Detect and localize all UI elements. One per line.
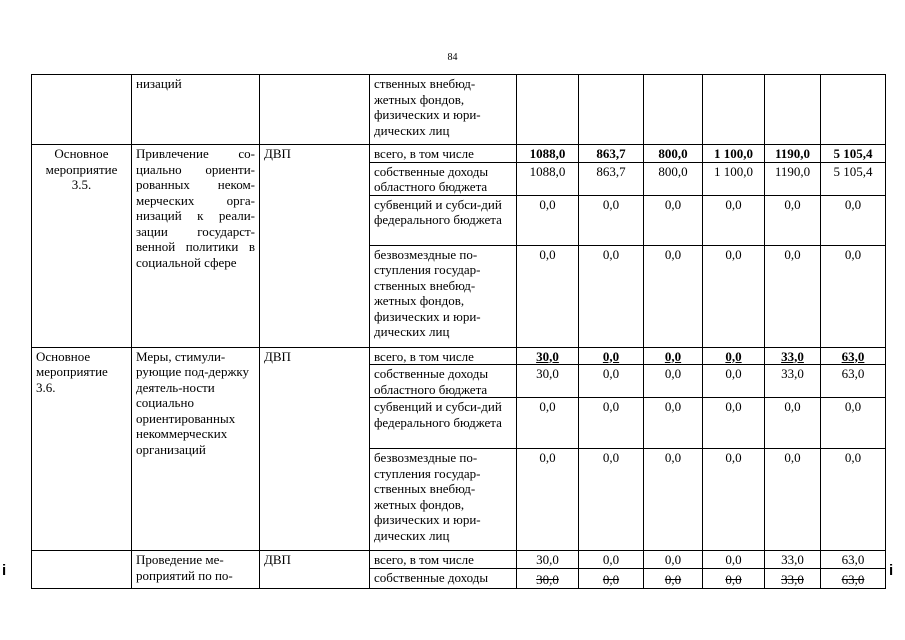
value-text: 30,0 <box>536 348 559 364</box>
value-cell: 0,0 <box>703 398 765 449</box>
event-name-cell: низаций <box>132 75 260 145</box>
value-cell: 0,0 <box>821 245 886 347</box>
value-cell <box>821 347 886 365</box>
value-cell: 0,0 <box>765 245 821 347</box>
value-cell: 0,0 <box>579 398 644 449</box>
value-cell: 0,0 <box>644 449 703 551</box>
event-name-cell: Меры, стимули-рующие под-держку деятель-ности социально ориентированных некоммерческих организаций <box>132 347 260 551</box>
value-cell <box>517 568 579 588</box>
value-cell: 0,0 <box>821 398 886 449</box>
value-text: 33,0 <box>781 348 804 364</box>
value-cell: 800,0 <box>644 145 703 163</box>
value-cell: 63,0 <box>821 365 886 398</box>
value-text: 0,0 <box>602 348 620 364</box>
value-cell: 30,0 <box>517 365 579 398</box>
value-cell: 1190,0 <box>765 162 821 195</box>
value-cell: 0,0 <box>517 245 579 347</box>
value-cell: 5 105,4 <box>821 162 886 195</box>
value-cell: 1 100,0 <box>703 162 765 195</box>
value-cell: 0,0 <box>579 449 644 551</box>
value-cell <box>765 568 821 588</box>
value-cell: 0,0 <box>703 551 765 569</box>
value-cell <box>644 347 703 365</box>
funding-source-cell: собственные доходы областного бюджета <box>370 365 517 398</box>
executor-cell: ДВП <box>260 145 370 348</box>
value-cell: 0,0 <box>644 245 703 347</box>
value-cell <box>644 568 703 588</box>
table-cell <box>644 75 703 145</box>
value-cell: 0,0 <box>579 551 644 569</box>
value-cell: 863,7 <box>579 145 644 163</box>
value-cell: 1190,0 <box>765 145 821 163</box>
value-cell: 0,0 <box>644 365 703 398</box>
value-cell: 1 100,0 <box>703 145 765 163</box>
value-text: 0,0 <box>602 572 620 587</box>
table-cell <box>32 75 132 145</box>
table-cell <box>765 75 821 145</box>
funding-source-cell: безвозмездные по-ступления государ-ственных внебюд-жетных фондов, физических и юри-дических лиц <box>370 245 517 347</box>
value-cell: 0,0 <box>517 398 579 449</box>
value-text: 63,0 <box>841 572 865 587</box>
value-cell: 0,0 <box>517 449 579 551</box>
value-cell: 0,0 <box>703 195 765 245</box>
table-cell <box>821 75 886 145</box>
value-cell: 0,0 <box>579 245 644 347</box>
funding-source-cell: субвенций и субси-дий федерального бюджета <box>370 398 517 449</box>
value-text: 0,0 <box>725 348 742 364</box>
value-cell <box>765 347 821 365</box>
page-number: 84 <box>447 52 458 63</box>
value-cell: 800,0 <box>644 162 703 195</box>
value-cell: 0,0 <box>644 551 703 569</box>
funding-source-cell: собственные доходы <box>370 568 517 588</box>
executor-cell: ДВП <box>260 551 370 589</box>
value-cell: 0,0 <box>703 365 765 398</box>
value-cell: 1088,0 <box>517 145 579 163</box>
funding-source-cell: всего, в том числе <box>370 551 517 569</box>
value-text: 33,0 <box>781 572 804 587</box>
margin-mark-right: i <box>889 562 894 579</box>
value-cell: 33,0 <box>765 551 821 569</box>
value-cell: 1088,0 <box>517 162 579 195</box>
funding-source-cell: собственные доходы областного бюджета <box>370 162 517 195</box>
event-name-cell: Проведение ме-роприятий по по- <box>132 551 260 589</box>
value-text: 63,0 <box>841 348 865 364</box>
table-row <box>32 145 886 163</box>
measure-code-cell: Основное мероприятие 3.5. <box>32 145 132 348</box>
value-cell: 0,0 <box>765 449 821 551</box>
value-cell: 0,0 <box>821 449 886 551</box>
funding-source-cell: всего, в том числе <box>370 145 517 163</box>
table-row <box>32 347 886 365</box>
value-cell: 63,0 <box>821 551 886 569</box>
value-cell: 863,7 <box>579 162 644 195</box>
value-text: 30,0 <box>536 572 559 587</box>
table-cell <box>32 551 132 589</box>
funding-source-cell: ственных внебюд-жетных фондов, физических и юри-дических лиц <box>370 75 517 145</box>
event-name-cell: Привлечение со-циально ориенти-рованных неком-мерческих орга-низаций к реали-зации государст-венной политики в социальной сфере <box>132 145 260 348</box>
value-cell <box>517 347 579 365</box>
executor-cell: ДВП <box>260 347 370 551</box>
value-cell: 0,0 <box>703 245 765 347</box>
value-cell <box>703 568 765 588</box>
value-cell: 0,0 <box>644 398 703 449</box>
value-text: 0,0 <box>664 572 682 587</box>
table-cell <box>517 75 579 145</box>
value-cell <box>821 568 886 588</box>
funding-source-cell: безвозмездные по-ступления государ-ственных внебюд-жетных фондов, физических и юри-дических лиц <box>370 449 517 551</box>
value-text: 0,0 <box>725 572 742 587</box>
value-cell: 33,0 <box>765 365 821 398</box>
value-cell: 0,0 <box>579 195 644 245</box>
measure-code-cell: Основное мероприятие 3.6. <box>32 347 132 551</box>
table-row-continuation <box>32 75 886 145</box>
table-cell <box>260 75 370 145</box>
value-cell: 0,0 <box>765 195 821 245</box>
value-cell: 0,0 <box>517 195 579 245</box>
value-cell <box>703 347 765 365</box>
value-cell: 0,0 <box>579 365 644 398</box>
value-cell: 0,0 <box>821 195 886 245</box>
margin-mark-left: i <box>2 562 7 579</box>
value-cell: 0,0 <box>703 449 765 551</box>
table-cell <box>579 75 644 145</box>
value-cell <box>579 347 644 365</box>
funding-source-cell: всего, в том числе <box>370 347 517 365</box>
value-text: 0,0 <box>664 348 682 364</box>
table-row <box>32 551 886 569</box>
value-cell: 0,0 <box>644 195 703 245</box>
value-cell <box>579 568 644 588</box>
value-cell: 0,0 <box>765 398 821 449</box>
budget-table <box>31 74 886 589</box>
funding-source-cell: субвенций и субси-дий федерального бюджета <box>370 195 517 245</box>
value-cell: 30,0 <box>517 551 579 569</box>
value-cell: 5 105,4 <box>821 145 886 163</box>
table-cell <box>703 75 765 145</box>
